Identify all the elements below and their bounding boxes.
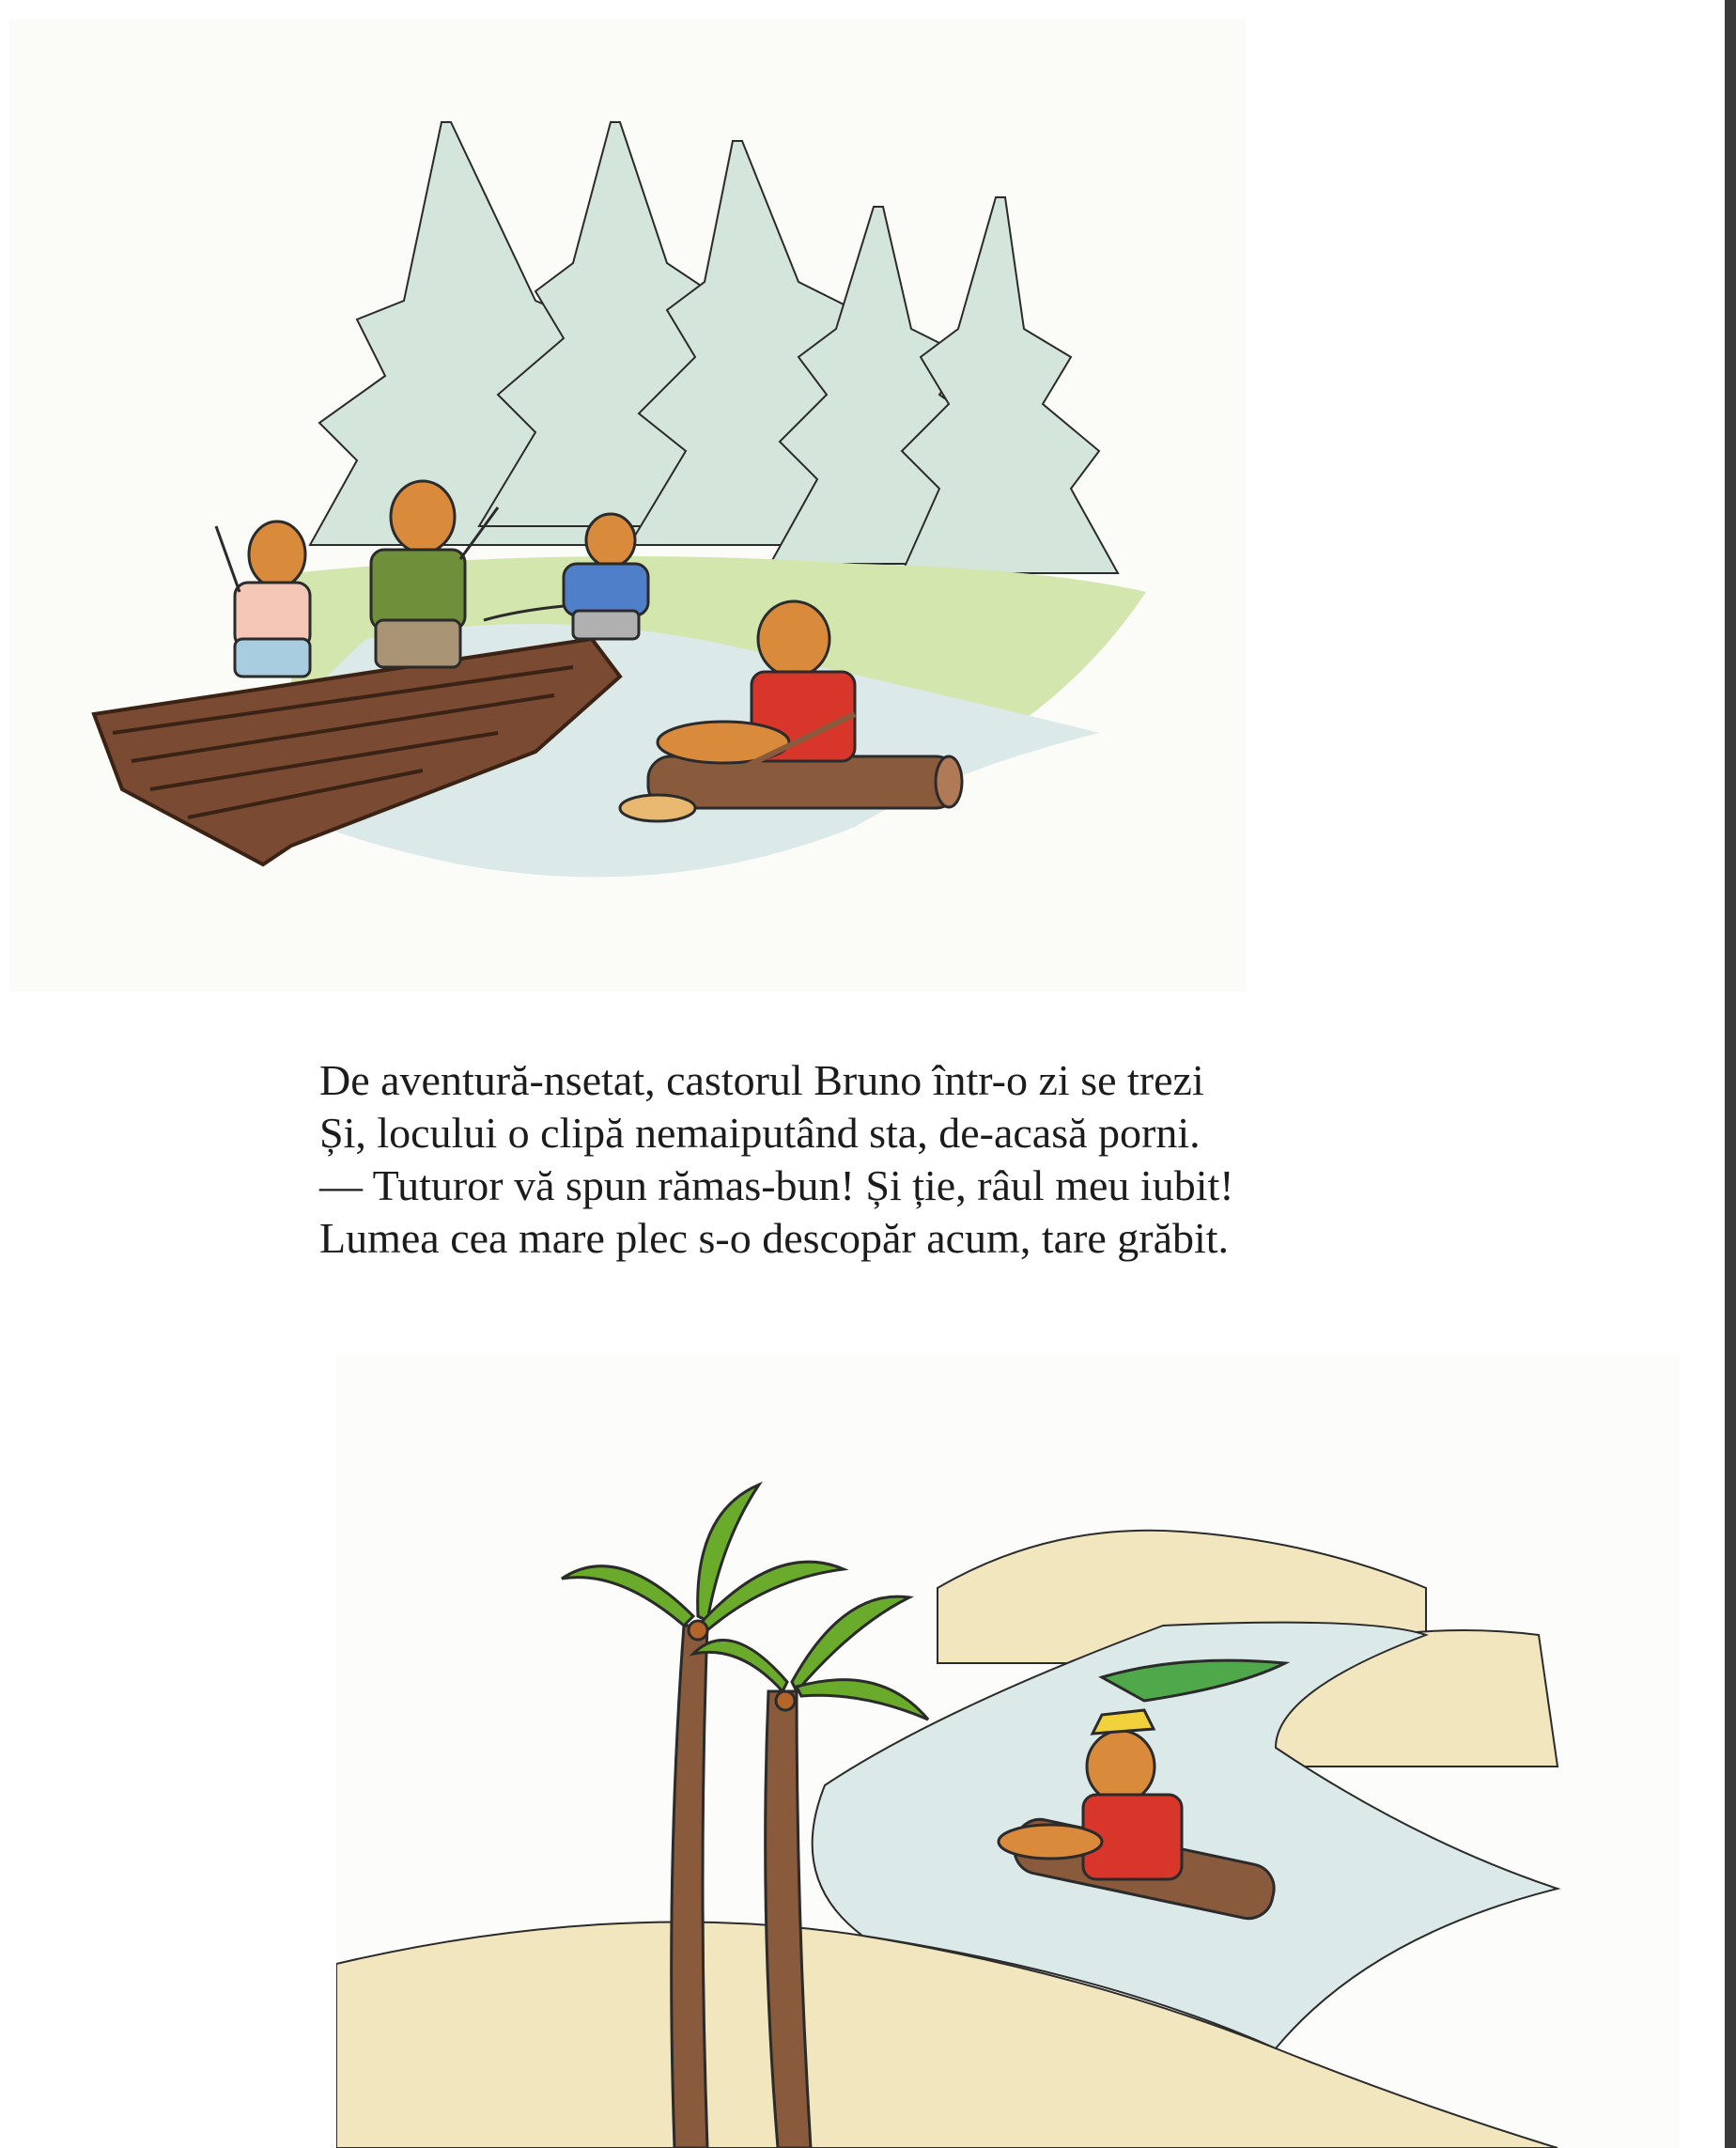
story-verse [319,1054,1447,1265]
forest-river-scene [9,19,1246,991]
verse-line: — Tuturor vă spun rămas-bun! Și ție, râul meu iubit! [319,1161,1234,1209]
beaver-mother [216,521,310,677]
illustration-desert-journey [336,1353,1680,2148]
verse-line: Lumea cea mare plec s-o descopăr acum, tare grăbit. [319,1214,1230,1262]
verse-line: Și, locului o clipă nemaiputând sta, de-acasă porni. [319,1109,1201,1157]
page-edge [1725,0,1736,2148]
illustration-family-farewell [9,19,1246,991]
desert-river-scene [336,1353,1680,2148]
verse-line: De aventură-nsetat, castorul Bruno într-o zi se trezi [319,1056,1204,1104]
